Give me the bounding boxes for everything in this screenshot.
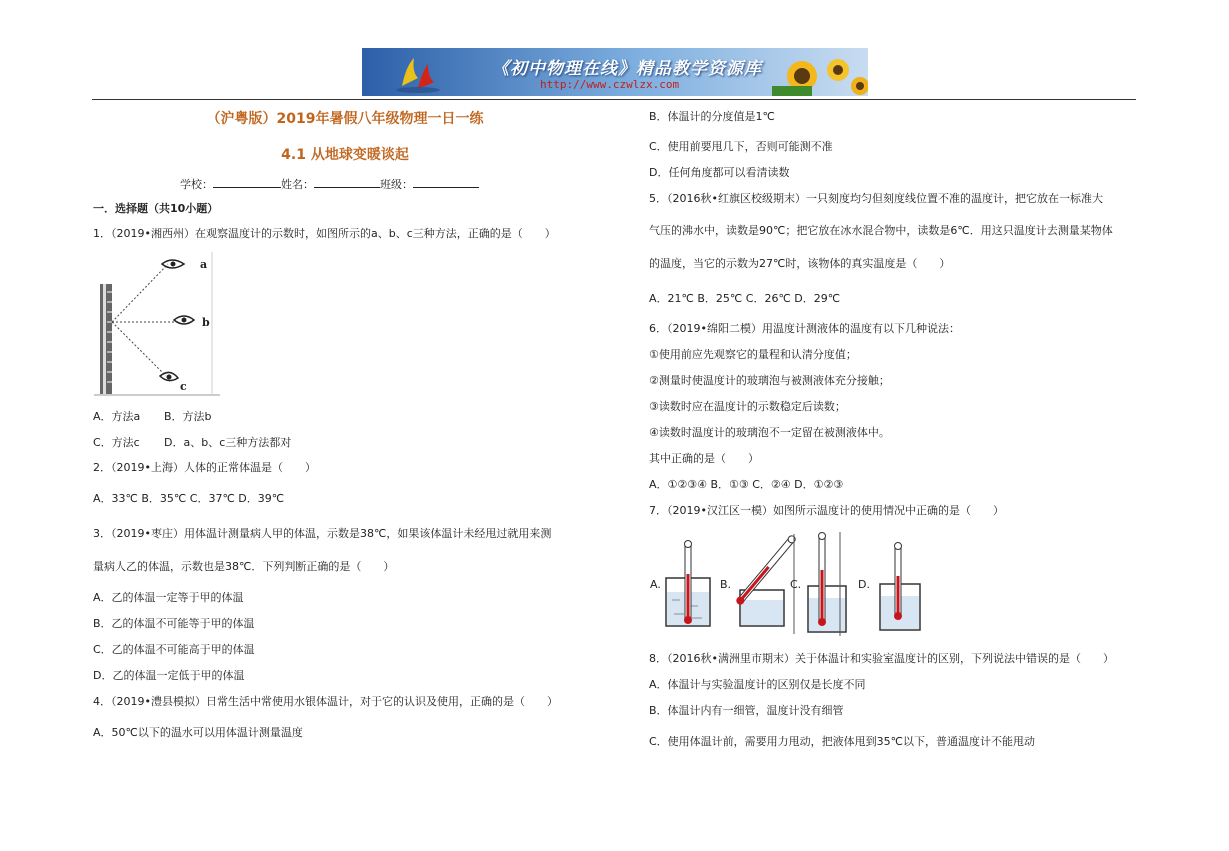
student-info-line [180, 176, 479, 192]
question-5-line-3: 的温度，当它的示数为27℃时，该物体的真实温度是（ ） [649, 257, 951, 270]
eye-icon [160, 260, 194, 381]
q7-diagram-a [666, 541, 710, 627]
q1-option-b: B．方法b [164, 410, 212, 423]
q3-option-b: B．乙的体温不可能等于甲的体温 [93, 617, 255, 630]
q4-option-a: A．50℃以下的温水可以用体温计测量温度 [93, 726, 303, 739]
name-label: 姓名： [281, 178, 314, 191]
q5-options: A．21℃ B．25℃ C．26℃ D．29℃ [649, 292, 841, 305]
q6-statement-4: ④读数时温度计的玻璃泡不一定留在被测液体中。 [649, 426, 890, 439]
q7-label-a: A. [650, 578, 661, 591]
q7-diagram-b [735, 534, 797, 626]
question-3-line-2: 量病人乙的体温，示数也是38℃．下列判断正确的是（ ） [93, 560, 395, 573]
q8-option-c: C．使用体温计前，需要用力甩动，把液体甩到35℃以下，普通温度计不能甩动 [649, 735, 1036, 748]
school-label: 学校： [180, 178, 213, 191]
banner-url: http://www.czwlzx.com [540, 78, 680, 91]
q8-option-b: B．体温计内有一细管，温度计没有细管 [649, 704, 844, 717]
q1-option-a: A．方法a [93, 410, 141, 423]
q6-prompt: 其中正确的是（ ） [649, 452, 759, 465]
q1-option-c: C．方法c [93, 436, 140, 449]
sight-lines [112, 264, 178, 376]
question-5-line-2: 气压的沸水中，读数是90℃；把它放在冰水混合物中，读数是6℃．用这只温度计去测量某物体 [649, 224, 1113, 237]
name-field[interactable] [314, 176, 380, 188]
banner-title: 《初中物理在线》精品教学资源库 [492, 59, 762, 79]
q7-figure [648, 530, 930, 640]
q3-option-d: D．乙的体温一定低于甲的体温 [93, 669, 245, 682]
q6-statement-1: ①使用前应先观察它的量程和认清分度值； [649, 348, 857, 361]
question-5-line-1: 5．（2016秋•红旗区校级期末）一只刻度均匀但刻度线位置不准的温度计，把它放在一标准大 [649, 192, 1103, 205]
q1-label-b: b [202, 316, 210, 329]
question-1: 1．（2019•湘西州）在观察温度计的示数时，如图所示的a、b、c三种方法，正确的是（ ） [93, 227, 556, 240]
q4-option-b: B．体温计的分度值是1℃ [649, 110, 775, 123]
header-banner [362, 48, 868, 96]
q7-label-b: B. [720, 578, 732, 591]
q2-options: A．33℃ B．35℃ C．37℃ D．39℃ [93, 492, 285, 505]
q6-options: A．①②③④ B．①③ C．②④ D．①②③ [649, 478, 844, 491]
q6-statement-3: ③读数时应在温度计的示数稳定后读数； [649, 400, 846, 413]
q7-label-c: C. [790, 578, 802, 591]
question-8: 8．（2016秋•满洲里市期末）关于体温计和实验室温度计的区别，下列说法中错误的是（ ） [649, 652, 1114, 665]
question-6: 6．（2019•绵阳二模）用温度计测液体的温度有以下几种说法： [649, 322, 960, 335]
document-title: （沪粤版）2019年暑假八年级物理一日一练 [206, 111, 484, 127]
q4-option-d: D．任何角度都可以看清读数 [649, 166, 790, 179]
question-7: 7．（2019•汉江区一模）如图所示温度计的使用情况中正确的是（ ） [649, 504, 1004, 517]
question-3-line-1: 3．（2019•枣庄）用体温计测量病人甲的体温，示数是38℃，如果该体温计未经甩过就用来测 [93, 527, 552, 540]
q1-label-c: c [180, 380, 187, 393]
school-field[interactable] [213, 176, 281, 188]
question-2: 2．（2019•上海）人体的正常体温是（ ） [93, 461, 316, 474]
header-rule [92, 99, 1136, 100]
question-4: 4．（2019•澧县模拟）日常生活中常使用水银体温计，对于它的认识及使用，正确的是（ ） [93, 695, 558, 708]
section-heading: 一．选择题（共10小题） [93, 202, 219, 215]
q7-label-d: D. [858, 578, 870, 591]
q8-option-a: A．体温计与实验温度计的区别仅是长度不同 [649, 678, 866, 691]
q6-statement-2: ②测量时使温度计的玻璃泡与被测液体充分接触； [649, 374, 890, 387]
q1-label-a: a [200, 258, 208, 271]
q3-option-c: C．乙的体温不可能高于甲的体温 [93, 643, 255, 656]
document-subtitle: 4.1 从地球变暖谈起 [281, 147, 409, 163]
q1-option-d: D．a、b、c三种方法都对 [164, 436, 292, 449]
q7-diagram-d [880, 543, 920, 631]
class-field[interactable] [413, 176, 479, 188]
q3-option-a: A．乙的体温一定等于甲的体温 [93, 591, 244, 604]
thermometer-scale [100, 284, 112, 394]
class-label: 班级： [380, 178, 413, 191]
q4-option-c: C．使用前要甩几下，否则可能测不准 [649, 140, 833, 153]
